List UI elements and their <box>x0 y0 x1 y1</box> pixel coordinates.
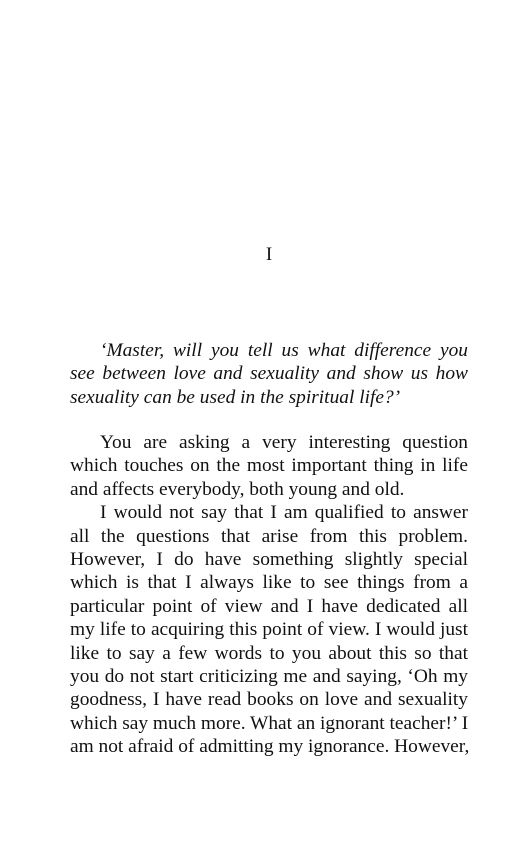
epigraph-question <box>70 339 468 409</box>
paragraph-line: am not afraid of admitting my ignorance. However, <box>70 736 470 758</box>
paragraph-line: I would not say that I am qualified to answer <box>100 502 468 524</box>
question-line: sexuality can be used in the spiritual life?’ <box>70 386 401 408</box>
paragraph-line: like to say a few words to you about this so that <box>70 642 468 664</box>
paragraph-line: my life to acquiring this point of view. I would just <box>70 619 468 641</box>
paragraph-line: which say much more. What an ignorant teacher!’ I <box>70 712 469 734</box>
chapter-number: I <box>265 244 273 265</box>
paragraph-line: which is that I always like to see things from a <box>70 572 468 594</box>
question-line: ‘Master, will you tell us what difference you <box>100 340 468 361</box>
body-text <box>70 431 468 759</box>
paragraph-line: particular point of view and I have dedicated all <box>70 595 468 617</box>
paragraph-line: and affects everybody, both young and old. <box>70 478 405 500</box>
question-line: see between love and sexuality and show us how <box>70 363 468 385</box>
paragraph-line: You are asking a very interesting question <box>100 432 468 453</box>
paragraph-line: all the questions that arise from this problem. <box>70 525 468 547</box>
paragraph-line: goodness, I have read books on love and sexuality <box>70 689 468 711</box>
paragraph-line: which touches on the most important thing in life <box>70 455 468 477</box>
paragraph-line: you do not start criticizing me and saying, ‘Oh my <box>70 666 468 688</box>
paragraph-line: However, I do have something slightly special <box>70 549 468 571</box>
